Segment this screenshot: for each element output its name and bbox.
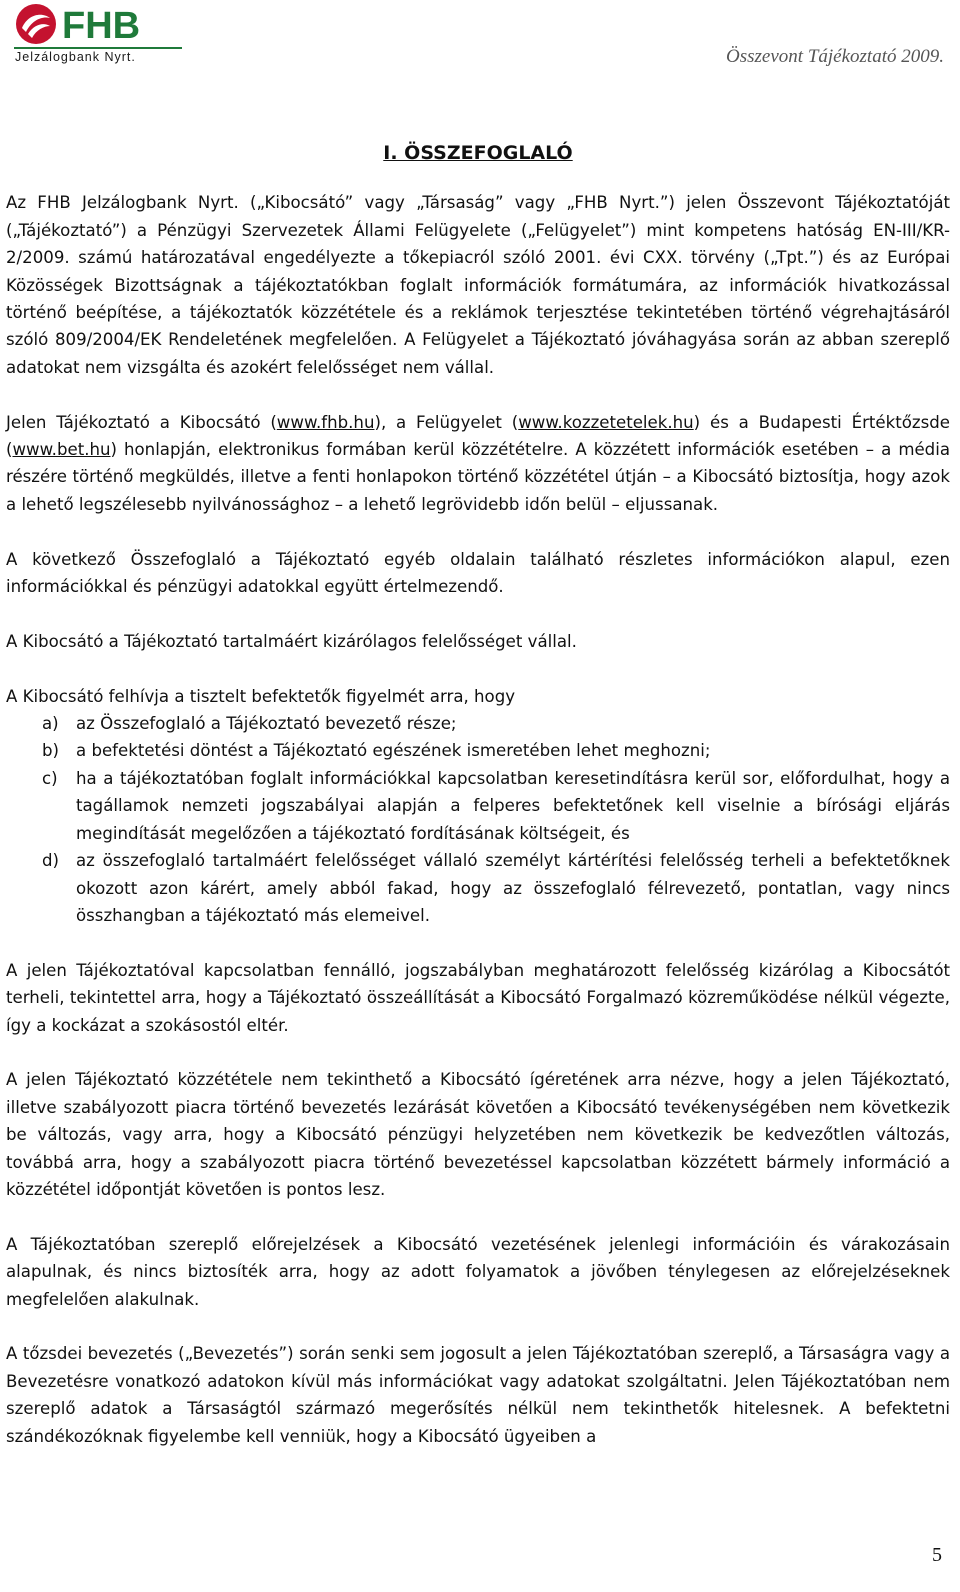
list-marker: b) (42, 741, 60, 761)
text-segment: Jelen Tájékoztató a Kibocsátó ( (6, 412, 277, 432)
document-body (6, 140, 950, 1477)
fhb-logo (14, 2, 182, 66)
list-item (6, 847, 950, 929)
link-kozzetetelek[interactable]: www.kozzetetelek.hu (518, 412, 694, 432)
link-fhb[interactable]: www.fhb.hu (276, 412, 375, 432)
page-header (0, 0, 960, 80)
text-segment: ) honlapján, elektronikus formában kerül közzétételre. A közzétett információk esetében – a média részére történő megküldés, illetve a fenti honlapokon történő közzététel útján – a Kibocsátó biztosítja, hogy azok a lehető legszélesebb nyilvánossághoz – a lehető legrövidebb időn belül – eljussanak. (6, 440, 950, 514)
list-item-text: az Összefoglaló a Tájékoztató bevezető része; (76, 714, 457, 734)
list-marker: a) (42, 714, 59, 734)
list-marker: d) (42, 851, 60, 871)
paragraph-approval: Az FHB Jelzálogbank Nyrt. („Kibocsátó” vagy „Társaság” vagy „FHB Nyrt.”) jelen Összevont Tájékoztatóját („Tájékoztató”) a Pénzügyi Szervezetek Állami Felügyelete („Felügyelet”) mint kompetens hatóság EN-III/KR-2/2009. számú határozatával engedélyezte a tőkepiacról szóló 2001. évi CXX. törvény („Tpt.”) és az Európai Közösségek Bizottságnak a tájékoztatókban foglalt információk formátumára, az információk hivatkozással történő beépítése, a tájékoztatók közzététele és a reklámok terjesztése tekintetében történő végrehajtásáról szóló 809/2004/EK Rendeletének megfelelően. A Felügyelet a Tájékoztató jóváhagyása során az abban szereplő adatokat nem vizsgálta és azokért felelősséget nem vállal. (6, 193, 950, 377)
logo-text: FHB (62, 5, 141, 47)
list-item (6, 737, 950, 764)
text-segment: ), a Felügyelet ( (374, 412, 519, 432)
section-heading: I. ÖSSZEFOGLALÓ (383, 142, 573, 164)
logo-subtitle: Jelzálogbank Nyrt. (15, 50, 136, 64)
paragraph-listing: A tőzsdei bevezetés („Bevezetés”) során senki sem jogosult a jelen Tájékoztatóban szereplő, a Társaságra vagy a Bevezetésre vonatkozó adatokon kívül más információkat vagy adatokat szolgáltatni. Jelen Tájékoztatóban nem szereplő adatok a Társaságtól származó megerősítés nélkül nem tekinthetők hitelesnek. A befektetni szándékozóknak figyelembe kell venniük, hogy a Kibocsátó ügyeiben a (6, 1344, 950, 1446)
list-item-text: ha a tájékoztatóban foglalt információkkal kapcsolatban keresetindításra kerül sor, előfordulhat, hogy a tagállamok nemzeti jogszabályai alapján a felperes befektetőnek kell viselnie a bírósági eljárás megindítását megelőzően a tájékoztató fordításának költségeit, és (76, 768, 950, 843)
notice-list (6, 710, 950, 929)
list-item-text: a befektetési döntést a Tájékoztató egészének ismeretében lehet meghozni; (76, 741, 711, 761)
link-bet[interactable]: www.bet.hu (12, 440, 111, 460)
paragraph-investor-notice: A Kibocsátó felhívja a tisztelt befektetők figyelmét arra, hogy (6, 686, 516, 706)
paragraph-responsibility: A Kibocsátó a Tájékoztató tartalmáért kizárólagos felelősséget vállal. (6, 631, 577, 651)
list-marker: c) (42, 768, 58, 788)
list-item (6, 710, 950, 737)
paragraph-summary-basis: A következő Összefoglaló a Tájékoztató egyéb oldalain található részletes információkon alapul, ezen információkkal és pénzügyi adatokkal együtt értelmezendő. (6, 549, 950, 597)
paragraph-forecasts: A Tájékoztatóban szereplő előrejelzések a Kibocsátó vezetésének jelenlegi információin és várakozásain alapulnak, és nincs biztosíték arra, hogy az adott folyamatok a jövőben ténylegesen az előrejelzéseknek megfelelően alakulnak. (6, 1234, 950, 1309)
document-title: Összevont Tájékoztató 2009. (726, 46, 944, 67)
paragraph-no-promise: A jelen Tájékoztató közzététele nem tekinthető a Kibocsátó ígéretének arra nézve, hogy a jelen Tájékoztató, illetve szabályozott piacra történő bevezetés lezárását követően a Kibocsátó tevékenységében nem következik be változás, vagy arra, hogy a Kibocsátó pénzügyi helyzetében nem következik be kedvezőtlen változás, továbbá arra, hogy a szabályozott piacra történő bevezetéssel kapcsolatban közzétett bármely információ a közzététel időpontját követően is pontos lesz. (6, 1070, 950, 1199)
list-item-text: az összefoglaló tartalmáért felelősséget vállaló személyt kártérítési felelősség terheli a befektetőknek okozott azon kárért, amely abból fakad, hogy az összefoglaló félrevezető, pontatlan, vagy nincs összhangban a tájékoztató más elemeivel. (76, 851, 950, 925)
paragraph-publication (6, 409, 950, 519)
paragraph-liability: A jelen Tájékoztatóval kapcsolatban fennálló, jogszabályban meghatározott felelősség kizárólag a Kibocsátót terheli, tekintettel arra, hogy a Tájékoztató összeállítását a Kibocsátó Forgalmazó közreműködése nélkül végezte, így a kockázat a szokásostól eltér. (6, 960, 950, 1035)
text-segment: ) és a Budapesti Értéktőzsde ( (6, 412, 951, 460)
list-item (6, 765, 950, 847)
page-number: 5 (932, 1544, 942, 1566)
